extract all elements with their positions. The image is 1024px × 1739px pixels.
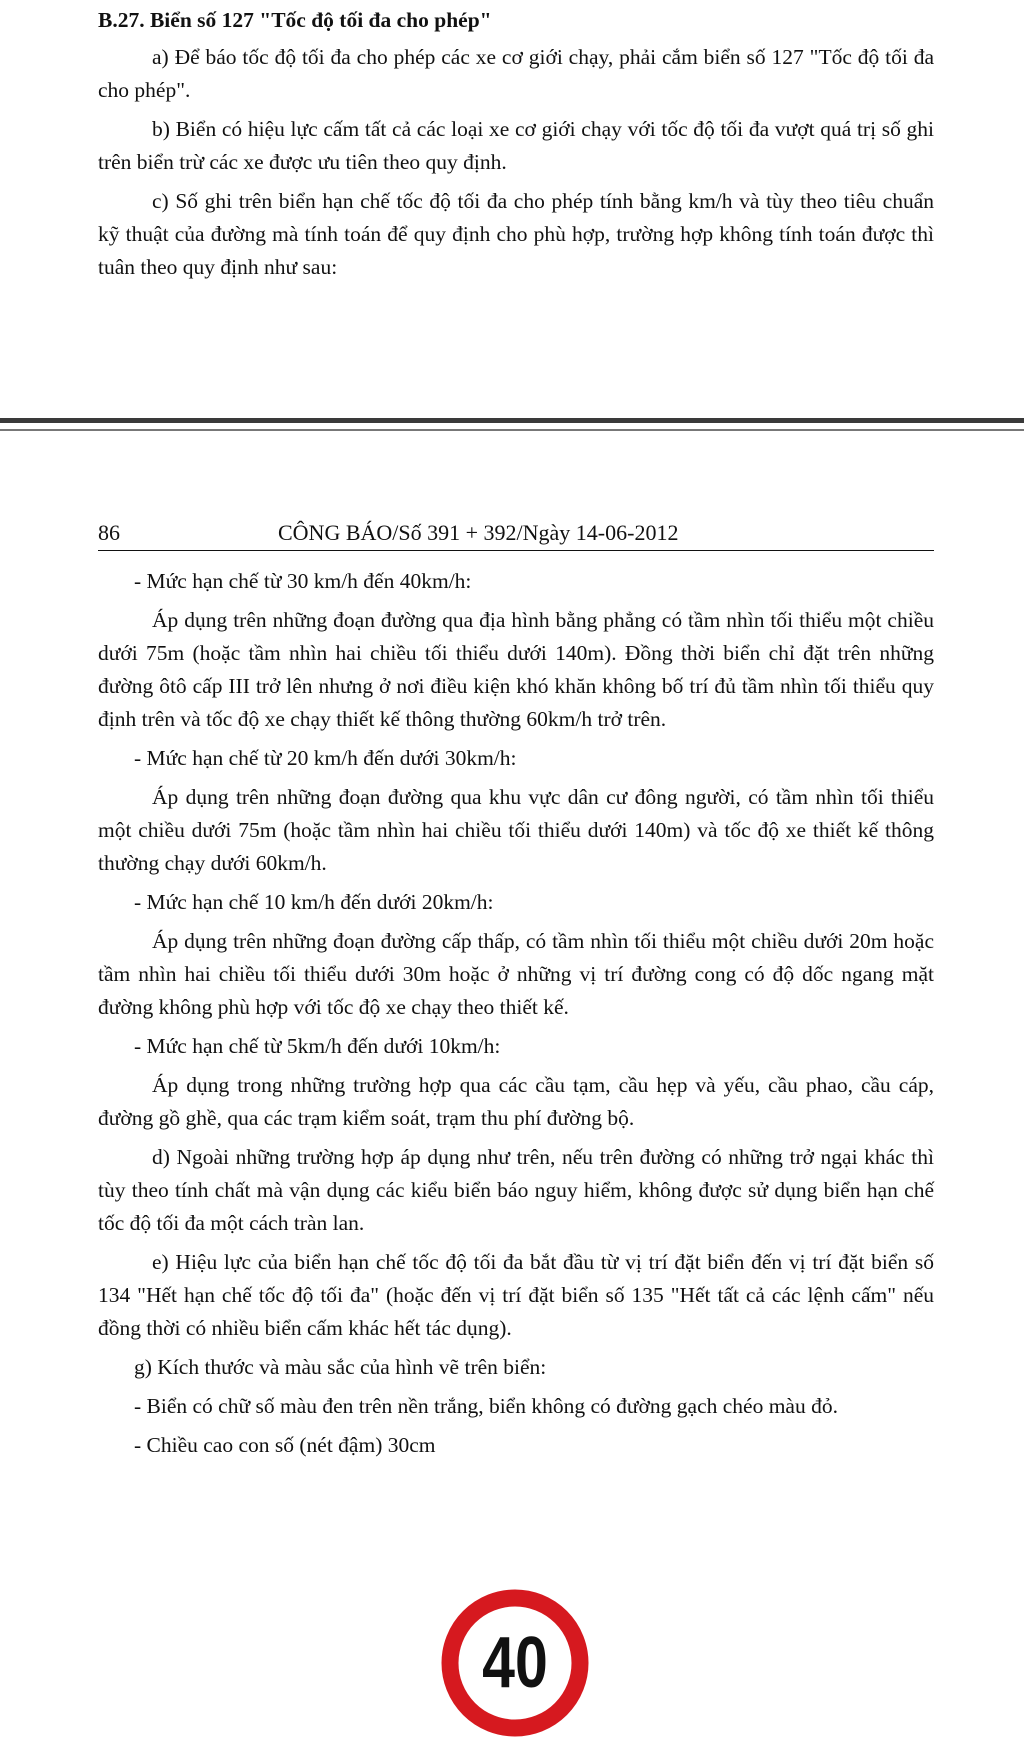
gazette-title: CÔNG BÁO/Số 391 + 392/Ngày 14-06-2012 (278, 520, 679, 545)
paragraph-c: c) Số ghi trên biển hạn chế tốc độ tối đa cho phép tính bằng km/h và tùy theo tiêu chuẩn kỹ thuật của đường mà tính toán để quy định cho phù hợp, trường hợp không tính toán được thì tuân theo quy định như sau: (98, 189, 934, 279)
list-item: Áp dụng trong những trường hợp qua các cầu tạm, cầu hẹp và yếu, cầu phao, cầu cáp, đường gồ ghề, qua các trạm kiểm soát, trạm thu phí đường bộ. (98, 1073, 934, 1130)
page-bottom-section (98, 518, 934, 1468)
list-item: - Mức hạn chế 10 km/h đến dưới 20km/h: (134, 890, 494, 914)
list-item: - Biển có chữ số màu đen trên nền trắng, biển không có đường gạch chéo màu đỏ. (134, 1394, 838, 1418)
list-item: - Chiều cao con số (nét đậm) 30cm (134, 1433, 436, 1457)
list-item: Áp dụng trên những đoạn đường qua địa hình bằng phẳng có tầm nhìn tối thiểu một chiều dưới 75m (hoặc tầm nhìn hai chiều tối thiểu dưới 140m). Đồng thời biển chỉ đặt trên những đường ôtô cấp III trở lên nhưng ở nơi điều kiện khó khăn không bố trí đủ tầm nhìn tối thiểu quy định trên và tốc độ xe chạy thiết kế thông thường 60km/h trở trên. (98, 608, 934, 731)
speed-limit-sign (440, 1588, 590, 1738)
section-heading: B.27. Biển số 127 "Tốc độ tối đa cho phép" (98, 8, 492, 32)
sign-speed-number: 40 (482, 1621, 548, 1703)
page-header (98, 518, 934, 551)
page-divider-thin (0, 429, 1024, 431)
speed-limit-sign-graphic (440, 1588, 590, 1738)
list-item: Áp dụng trên những đoạn đường cấp thấp, có tầm nhìn tối thiểu một chiều dưới 20m hoặc tầm nhìn hai chiều tối thiểu dưới 30m hoặc ở những vị trí đường cong có độ dốc ngang mặt đường không phù hợp với tốc độ xe chạy theo thiết kế. (98, 929, 934, 1019)
page-divider-thick (0, 418, 1024, 423)
list-item: - Mức hạn chế từ 5km/h đến dưới 10km/h: (134, 1034, 501, 1058)
list-item: e) Hiệu lực của biển hạn chế tốc độ tối đa bắt đầu từ vị trí đặt biển đến vị trí đặt biển số 134 "Hết hạn chế tốc độ tối đa" (hoặc đến vị trí đặt biển số 135 "Hết tất cả các lệnh cấm" nếu đồng thời có nhiều biển cấm khác hết tác dụng). (98, 1250, 934, 1340)
page-number: 86 (98, 520, 120, 545)
paragraph-b: b) Biển có hiệu lực cấm tất cả các loại xe cơ giới chạy với tốc độ tối đa vượt quá trị số ghi trên biển trừ các xe được ưu tiên theo quy định. (98, 117, 934, 174)
list-item: g) Kích thước và màu sắc của hình vẽ trên biển: (134, 1355, 547, 1379)
list-item: - Mức hạn chế từ 20 km/h đến dưới 30km/h: (134, 746, 517, 770)
list-item: d) Ngoài những trường hợp áp dụng như trên, nếu trên đường có những trở ngại khác thì tùy theo tính chất mà vận dụng các kiểu biển báo nguy hiểm, không được sử dụng biển hạn chế tốc độ tối đa một cách tràn lan. (98, 1145, 934, 1235)
page-top-section (98, 4, 934, 290)
paragraph-a: a) Để báo tốc độ tối đa cho phép các xe cơ giới chạy, phải cắm biển số 127 "Tốc độ tối đa cho phép". (98, 45, 934, 102)
list-item: Áp dụng trên những đoạn đường qua khu vực dân cư đông người, có tầm nhìn tối thiểu một chiều dưới 75m (hoặc tầm nhìn hai chiều tối thiểu dưới 140m) và tốc độ xe thiết kế thông thường chạy dưới 60km/h. (98, 785, 934, 875)
list-item: - Mức hạn chế từ 30 km/h đến 40km/h: (134, 569, 472, 593)
